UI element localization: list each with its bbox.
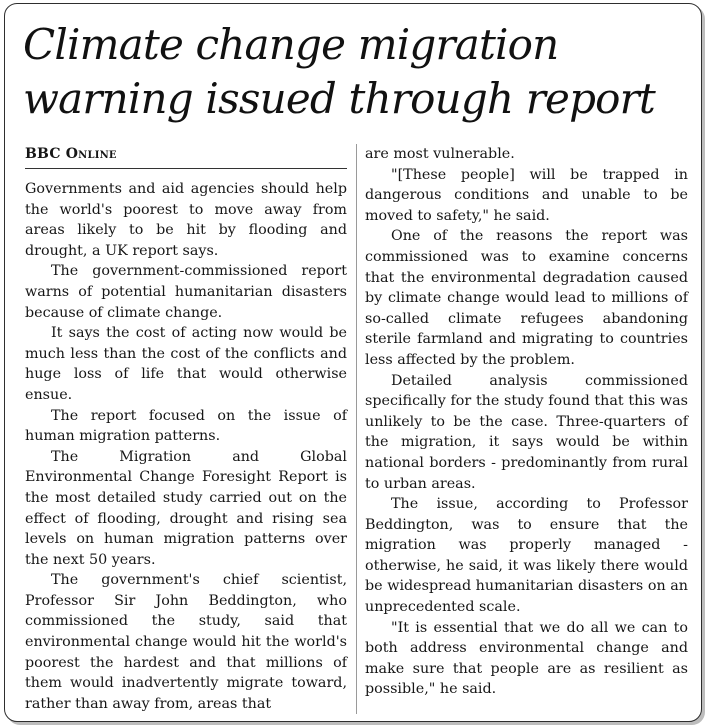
paragraph: The report focused on the issue of human migration patterns.: [25, 407, 347, 445]
paragraph: "[These people] will be trapped in dangerous conditions and unable to be moved to safety," he said.: [365, 166, 688, 224]
byline: BBC Online: [25, 144, 347, 169]
left-column: [25, 144, 347, 714]
paragraph: The government's chief scientist, Professor Sir John Beddington, who commissioned the study, said that environmental change would hit the world's poorest the hardest and that millions of them would inadvertently migrate toward, rather than away from, areas that: [25, 572, 347, 712]
right-column: [365, 144, 688, 700]
paragraph: are most vulnerable.: [365, 146, 515, 162]
headline: Climate change migration warning issued through report: [23, 20, 656, 123]
paragraph: Detailed analysis commissioned specifically for the study found that this was unlikely to be the case. Three-quarters of the migration, it says would be within national borders - predominantly from rural to urban areas.: [365, 372, 688, 492]
paragraph: It says the cost of acting now would be much less than the cost of the conflicts and huge loss of life that would otherwise ensue.: [25, 325, 347, 403]
paragraph: The Migration and Global Environmental Change Foresight Report is the most detailed study carried out on the effect of flooding, drought and rising sea levels on human migration patterns over the next 50 years.: [25, 448, 347, 568]
paragraph: The government-commissioned report warns of potential humanitarian disasters because of climate change.: [25, 263, 347, 321]
column-divider: [356, 144, 357, 714]
article-frame: [4, 3, 702, 722]
paragraph: One of the reasons the report was commissioned was to examine concerns that the environmental degradation caused by climate change would lead to millions of so-called climate refugees abandoning sterile farmland and migrating to countries less affected by the problem.: [365, 228, 688, 368]
paragraph: Governments and aid agencies should help the world's poorest to move away from areas likely to be hit by flooding and drought, a UK report says.: [25, 181, 347, 259]
paragraph: "It is essential that we do all we can to both address environmental change and make sure that people are as resilient as possible," he said.: [365, 619, 688, 698]
paragraph: The issue, according to Professor Beddington, was to ensure that the migration was properly managed - otherwise, he said, it was likely there would be widespread humanitarian disasters on an unprecedented scale.: [365, 496, 688, 616]
